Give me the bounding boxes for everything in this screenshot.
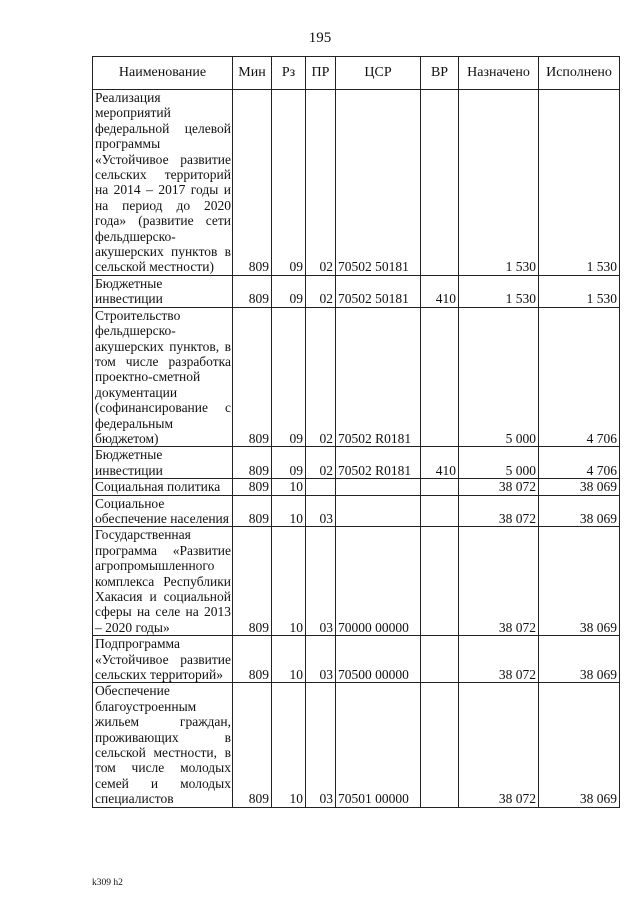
- row-rz: 09: [272, 307, 306, 447]
- table-row: [93, 636, 620, 683]
- row-min: 809: [233, 683, 272, 807]
- row-name: Строительство фельдшерско-акушерских пунктов, в том числе разработка проектно-сметной документации (софинансирование с федеральным бюджетом): [93, 307, 233, 447]
- row-csr: 70502 50181: [336, 90, 421, 276]
- row-min: 809: [233, 495, 272, 527]
- page-number: 195: [308, 30, 332, 46]
- row-vr: 410: [421, 447, 459, 479]
- row-rz: 10: [272, 479, 306, 495]
- row-vr: [421, 307, 459, 447]
- row-pr: 03: [306, 495, 336, 527]
- row-rz: 10: [272, 495, 306, 527]
- table-row: [93, 683, 620, 807]
- row-executed: 38 069: [539, 683, 620, 807]
- row-min: 809: [233, 636, 272, 683]
- row-csr: 70502 50181: [336, 275, 421, 307]
- table-row: [93, 495, 620, 527]
- row-rz: 09: [272, 447, 306, 479]
- row-executed: 38 069: [539, 636, 620, 683]
- row-pr: 02: [306, 447, 336, 479]
- row-csr: 70501 00000: [336, 683, 421, 807]
- row-assigned: 5 000: [459, 307, 539, 447]
- col-header-vr: ВР: [421, 57, 459, 90]
- row-vr: [421, 636, 459, 683]
- col-header-assigned: Назначено: [459, 57, 539, 90]
- row-name: Обеспечение благоустроенным жильем граждан, проживающих в сельской местности, в том числе молодых семей и молодых специалистов: [93, 683, 233, 807]
- row-name: Реализация мероприятий федеральной целевой программы «Устойчивое развитие сельских территорий на 2014 – 2017 годы и на период до 2020 года» (развитие сети фельдшерско-акушерских пунктов в сельской местности): [93, 90, 233, 276]
- col-header-rz: Рз: [272, 57, 306, 90]
- row-min: 809: [233, 275, 272, 307]
- row-executed: 4 706: [539, 307, 620, 447]
- row-pr: 02: [306, 307, 336, 447]
- row-rz: 10: [272, 683, 306, 807]
- row-assigned: 38 072: [459, 527, 539, 636]
- row-pr: [306, 479, 336, 495]
- row-vr: [421, 495, 459, 527]
- row-csr: [336, 479, 421, 495]
- row-name: Социальное обеспечение населения: [93, 495, 233, 527]
- table-row: [93, 447, 620, 479]
- row-rz: 10: [272, 636, 306, 683]
- row-min: 809: [233, 479, 272, 495]
- row-name: Социальная политика: [93, 479, 233, 495]
- row-csr: 70502 R0181: [336, 307, 421, 447]
- row-name: Бюджетные инвестиции: [93, 275, 233, 307]
- row-assigned: 1 530: [459, 275, 539, 307]
- row-min: 809: [233, 307, 272, 447]
- footer-code: k309 h2: [92, 878, 123, 888]
- row-min: 809: [233, 447, 272, 479]
- row-executed: 1 530: [539, 275, 620, 307]
- row-vr: [421, 683, 459, 807]
- row-executed: 38 069: [539, 479, 620, 495]
- row-assigned: 1 530: [459, 90, 539, 276]
- row-vr: [421, 479, 459, 495]
- row-rz: 09: [272, 275, 306, 307]
- row-executed: 1 530: [539, 90, 620, 276]
- row-min: 809: [233, 90, 272, 276]
- col-header-min: Мин: [233, 57, 272, 90]
- row-pr: 03: [306, 636, 336, 683]
- row-pr: 02: [306, 90, 336, 276]
- col-header-pr: ПР: [306, 57, 336, 90]
- row-min: 809: [233, 527, 272, 636]
- row-assigned: 5 000: [459, 447, 539, 479]
- row-csr: 70500 00000: [336, 636, 421, 683]
- table-header-row: [93, 57, 620, 90]
- row-executed: 38 069: [539, 527, 620, 636]
- row-executed: 4 706: [539, 447, 620, 479]
- row-csr: [336, 495, 421, 527]
- col-header-executed: Исполнено: [539, 57, 620, 90]
- row-name: Государственная программа «Развитие агропромышленного комплекса Республики Хакасия и социальной сферы на селе на 2013 – 2020 годы»: [93, 527, 233, 636]
- table-row: [93, 275, 620, 307]
- row-pr: 03: [306, 683, 336, 807]
- row-vr: 410: [421, 275, 459, 307]
- row-csr: 70000 00000: [336, 527, 421, 636]
- table-row: [93, 90, 620, 276]
- row-pr: 03: [306, 527, 336, 636]
- table-row: [93, 527, 620, 636]
- row-csr: 70502 R0181: [336, 447, 421, 479]
- row-vr: [421, 90, 459, 276]
- row-rz: 09: [272, 90, 306, 276]
- row-name: Бюджетные инвестиции: [93, 447, 233, 479]
- row-vr: [421, 527, 459, 636]
- table-row: [93, 479, 620, 495]
- row-assigned: 38 072: [459, 683, 539, 807]
- row-assigned: 38 072: [459, 479, 539, 495]
- row-assigned: 38 072: [459, 636, 539, 683]
- table-row: [93, 307, 620, 447]
- col-header-csr: ЦСР: [336, 57, 421, 90]
- row-pr: 02: [306, 275, 336, 307]
- row-name: Подпрограмма «Устойчивое развитие сельских территорий»: [93, 636, 233, 683]
- col-header-name: Наименование: [93, 57, 233, 90]
- row-executed: 38 069: [539, 495, 620, 527]
- row-assigned: 38 072: [459, 495, 539, 527]
- row-rz: 10: [272, 527, 306, 636]
- budget-table: [92, 56, 620, 808]
